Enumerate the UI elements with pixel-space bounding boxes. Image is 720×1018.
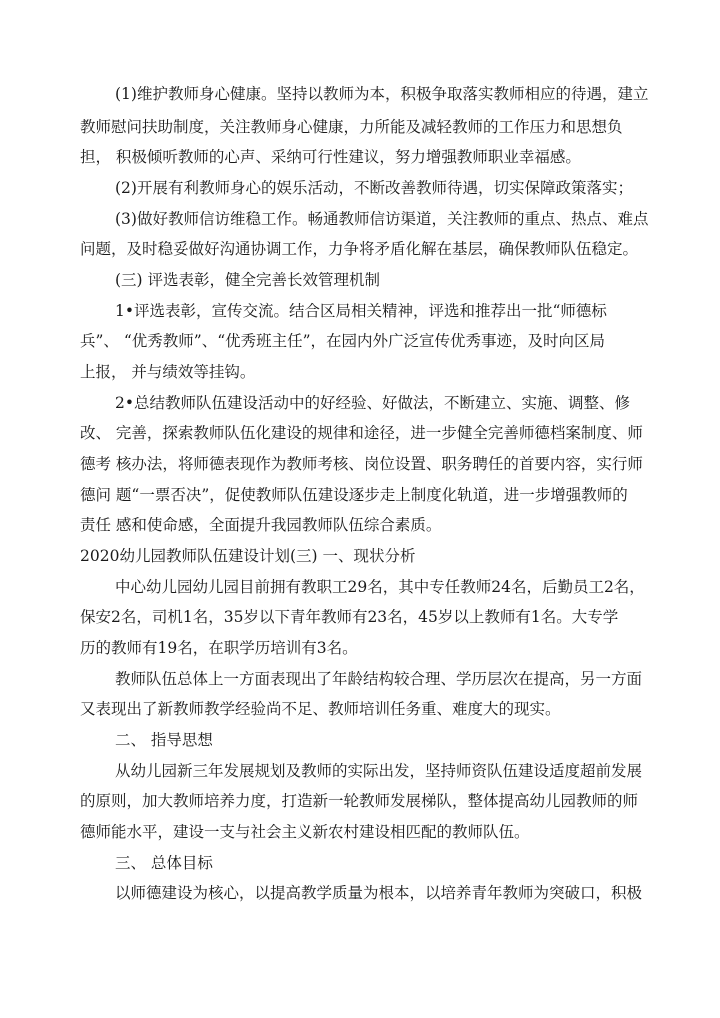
text-line-11: 2•总结教师队伍建设活动中的好经验、好做法，不断建立、实施、调整、修: [115, 394, 631, 412]
text-line-21: 又表现出了新教师教学经验尚不足、教师培训任务重、难度大的现实。: [80, 700, 561, 718]
text-line-18: 保安2名，司机1名，35岁以下青年教师有23名，45岁以上教师有1名。大专学: [80, 608, 619, 626]
text-line-9: 兵”、 “优秀教师”、“优秀班主任”，在园内外广泛宣传优秀事迹，及时向区局: [80, 332, 606, 350]
text-line-23: 从幼儿园新三年发展规划及教师的实际出发，坚持师资队伍建设适度超前发展: [115, 762, 643, 780]
text-line-17: 中心幼儿园幼儿园目前拥有教职工29名，其中专任教师24名，后勤员工2名，: [115, 578, 645, 596]
plan-title: 2020幼儿园教师队伍建设计划(三) 一、现状分析: [80, 547, 416, 565]
section-heading-3: (三) 评选表彰，健全完善长效管理机制: [115, 271, 381, 289]
text-line-15: 责任 感和使命感，全面提升我园教师队伍综合素质。: [80, 516, 442, 534]
text-line-12: 改、 完善，探索教师队伍化建设的规律和途径，进一步健全完善师德档案制度、师: [80, 424, 643, 442]
section-heading-goals: 三、 总体目标: [115, 854, 213, 872]
text-line-6: 问题，及时稳妥做好沟通协调工作，力争将矛盾化解在基层，确保教师队伍稳定。: [80, 240, 639, 258]
text-line-27: 以师德建设为核心，以提高教学质量为根本，以培养青年教师为突破口，积极: [115, 884, 643, 902]
section-heading-guiding: 二、 指导思想: [115, 731, 213, 749]
text-line-4: (2)开展有利教师身心的娱乐活动，不断改善教师待遇，切实保障政策落实；: [115, 179, 633, 197]
text-line-8: 1•评选表彰，宣传交流。结合区局相关精神，评选和推荐出一批“师德标: [115, 302, 607, 320]
text-line-24: 的原则，加大教师培养力度，打造新一轮教师发展梯队，整体提高幼儿园教师的师: [80, 792, 639, 810]
text-line-2: 教师慰问扶助制度，关注教师身心健康，力所能及减轻教师的工作压力和思想负: [80, 118, 623, 136]
text-line-1: (1)维护教师身心健康。坚持以教师为本，积极争取落实教师相应的待遇，建立: [115, 85, 649, 103]
text-line-13: 德考 核办法，将师德表现作为教师考核、岗位设置、职务聘任的首要内容，实行师: [80, 455, 643, 473]
text-line-20: 教师队伍总体上一方面表现出了年龄结构较合理、学历层次在提高，另一方面: [115, 670, 643, 688]
text-line-19: 历的教师有19名，在职学历培训有3名。: [80, 639, 358, 657]
text-line-25: 德师能水平，建设一支与社会主义新农村建设相匹配的教师队伍。: [80, 823, 530, 841]
text-line-14: 德问 题“一票否决”，促使教师队伍建设逐步走上制度化轨道，进一步增强教师的: [80, 486, 628, 504]
text-line-10: 上报， 并与绩效等挂钩。: [80, 363, 256, 381]
text-line-5: (3)做好教师信访维稳工作。畅通教师信访渠道，关注教师的重点、热点、难点: [115, 210, 649, 228]
text-line-3: 担， 积极倾听教师的心声、采纳可行性建议，努力增强教师职业幸福感。: [80, 148, 581, 166]
